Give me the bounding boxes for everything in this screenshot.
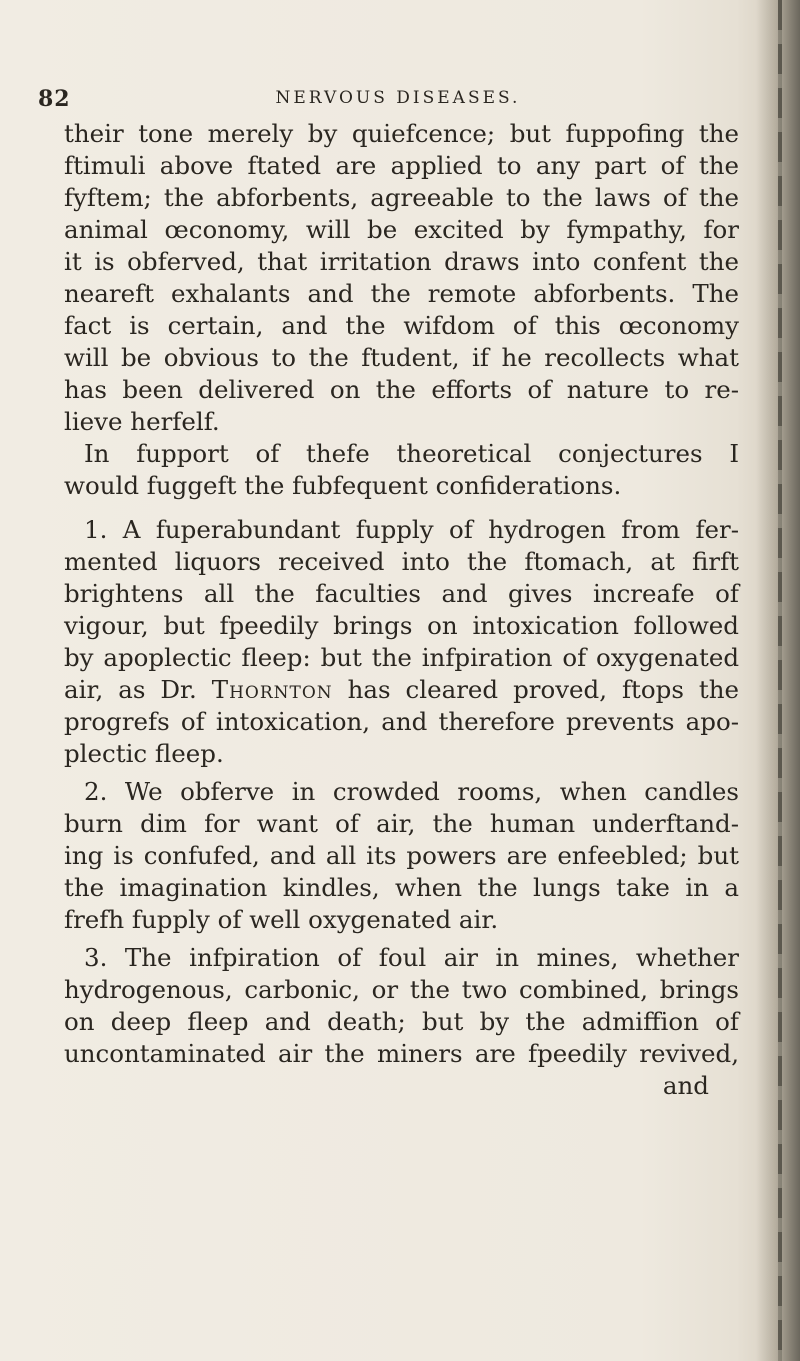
text-line: 1. A fuperabundant fupply of hydrogen from fer- [84, 515, 739, 544]
text-line: uncontaminated air the miners are fpeedily revived, [64, 1039, 739, 1068]
text-line: In fupport of thefe theoretical conjectures I [84, 439, 739, 468]
page-number: 82 [38, 86, 71, 112]
paragraph-3 [64, 514, 739, 770]
text-line: mented liquors received into the ftomach, at firft [64, 547, 739, 576]
catchword: and [662, 1071, 709, 1100]
text-line: lieve herfelf. [64, 407, 220, 436]
running-head: NERVOUS DISEASES. [275, 88, 521, 108]
text-fragment: air, as Dr. [64, 675, 212, 704]
text-line: would fuggeft the fubfequent confiderations. [64, 471, 622, 500]
text-fragment: has cleared proved, ftops the [332, 675, 739, 704]
text-line: vigour, but fpeedily brings on intoxication followed [64, 611, 739, 640]
author-name: Thornton [211, 675, 333, 704]
text-line: their tone merely by quiefcence; but fuppofing the [64, 119, 739, 148]
paragraph-2 [64, 438, 739, 502]
paragraph-5 [64, 942, 739, 1102]
body-text [64, 118, 739, 1102]
paragraph-gap [64, 502, 739, 514]
text-line: will be obvious to the ftudent, if he recollects what [64, 343, 739, 372]
text-line: it is obferved, that irritation draws into confent the [64, 247, 739, 276]
text-line: fyftem; the abforbents, agreeable to the laws of the [64, 183, 739, 212]
text-line: burn dim for want of air, the human underftand- [64, 809, 739, 838]
text-line: neareft exhalants and the remote abforbents. The [64, 279, 739, 308]
text-line: ftimuli above ftated are applied to any part of the [64, 151, 739, 180]
text-line: 2. We obferve in crowded rooms, when candles [84, 777, 739, 806]
text-line: plectic fleep. [64, 739, 224, 768]
text-line: frefh fupply of well oxygenated air. [64, 905, 499, 934]
text-line: by apoplectic fleep: but the infpiration of oxygenated [64, 643, 739, 672]
text-line: 3. The infpiration of foul air in mines, whether [84, 943, 739, 972]
text-line: hydrogenous, carbonic, or the two combined, brings [64, 975, 739, 1004]
text-line: animal œconomy, will be excited by fympathy, for [64, 215, 739, 244]
text-line: ing is confufed, and all its powers are enfeebled; but [64, 841, 739, 870]
text-line: on deep fleep and death; but by the admiffion of [64, 1007, 739, 1036]
text-line-with-name [64, 674, 739, 706]
text-line: has been delivered on the efforts of nature to re- [64, 375, 739, 404]
paragraph-4 [64, 776, 739, 936]
binding-edge [778, 0, 782, 1361]
page-header [38, 86, 758, 116]
paragraph-1 [64, 118, 739, 438]
text-line: fact is certain, and the wifdom of this œconomy [64, 311, 739, 340]
text-line: brightens all the faculties and gives increafe of [64, 579, 739, 608]
text-line: the imagination kindles, when the lungs take in a [64, 873, 739, 902]
text-line: progrefs of intoxication, and therefore prevents apo- [64, 707, 739, 736]
